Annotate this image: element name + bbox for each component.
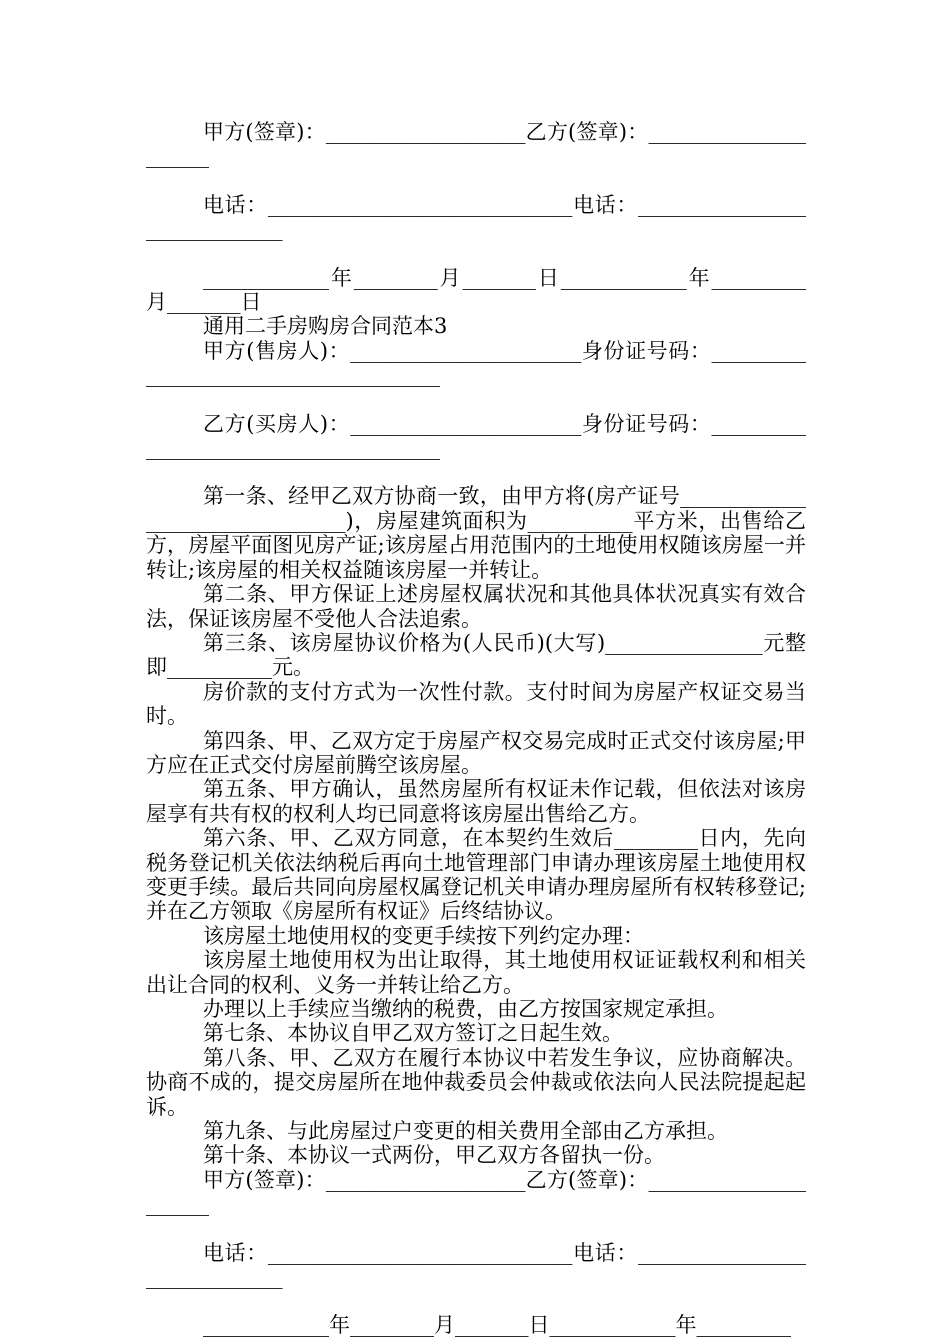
party-a-seller-line: 甲方(售房人)：______________________身份证号码：_____________________________________ bbox=[146, 338, 806, 388]
date-line-end: ____________年________月_______日____________年_________ bbox=[203, 1313, 791, 1338]
phone-line: 电话：_____________________________电话：_____________________________ bbox=[146, 192, 806, 242]
phone-line-end: 电话：_____________________________电话：_____________________________ bbox=[146, 1240, 806, 1290]
party-b-buyer-line: 乙方(买房人)：______________________身份证号码：_____________________________________ bbox=[146, 411, 806, 461]
document-body bbox=[146, 120, 806, 1338]
article-10: 第十条、本协议一式两份，甲乙双方各留执一份。 bbox=[203, 1143, 665, 1168]
article-7: 第七条、本协议自甲乙双方签订之日起生效。 bbox=[203, 1021, 623, 1046]
article-2: 第二条、甲方保证上述房屋权属状况和其他具体状况真实有效合法，保证该房屋不受他人合法追索。 bbox=[146, 582, 806, 631]
article-3: 第三条、该房屋协议价格为(人民币)(大写)_______________元整即__________元。 bbox=[146, 630, 806, 680]
article-6: 第六条、甲、乙双方同意，在本契约生效后________日内，先向税务登记机关依法纳税后再向土地管理部门申请办理该房屋土地使用权变更手续。最后共同向房屋权属登记机关申请办理房屋所有权转移登记;并在乙方领取《房屋所有权证》后终结协议。 bbox=[146, 826, 806, 924]
contract-title: 通用二手房购房合同范本3 bbox=[203, 314, 448, 339]
article-9: 第九条、与此房屋过户变更的相关费用全部由乙方承担。 bbox=[203, 1119, 728, 1144]
signature-line-parties-end: 甲方(签章)：___________________乙方(签章)：_____________________ bbox=[146, 1167, 806, 1217]
article-1: 第一条、经甲乙双方协商一致，由甲方将(房产证号_______________________________)，房屋建筑面积为__________平方米，出售给乙方，房屋平面图见房产证;该房屋占用范围内的土地使用权随该房屋一并转让;该房屋的相关权益随该房屋一并转让。 bbox=[146, 484, 806, 582]
article-4: 第四条、甲、乙双方定于房屋产权交易完成时正式交付该房屋;甲方应在正式交付房屋前腾空该房屋。 bbox=[146, 728, 806, 777]
land-use-procedure: 该房屋土地使用权的变更手续按下列约定办理： bbox=[203, 923, 644, 948]
article-8: 第八条、甲、乙双方在履行本协议中若发生争议，应协商解决。协商不成的，提交房屋所在地仲裁委员会仲裁或依法向人民法院提起起诉。 bbox=[146, 1045, 806, 1119]
land-use-transfer: 该房屋土地使用权为出让取得，其土地使用权证证载权利和相关出让合同的权利、义务一并转让给乙方。 bbox=[146, 948, 806, 997]
date-line: ____________年________月_______日____________年_________月_______日 bbox=[146, 265, 806, 315]
article-5: 第五条、甲方确认，虽然房屋所有权证未作记载，但依法对该房屋享有共有权的权利人均已同意将该房屋出售给乙方。 bbox=[146, 777, 806, 826]
tax-fee-clause: 办理以上手续应当缴纳的税费，由乙方按国家规定承担。 bbox=[203, 997, 728, 1021]
payment-method: 房价款的支付方式为一次性付款。支付时间为房屋产权证交易当时。 bbox=[146, 679, 806, 729]
signature-line-parties: 甲方(签章)：___________________乙方(签章)：_____________________ bbox=[146, 120, 806, 169]
